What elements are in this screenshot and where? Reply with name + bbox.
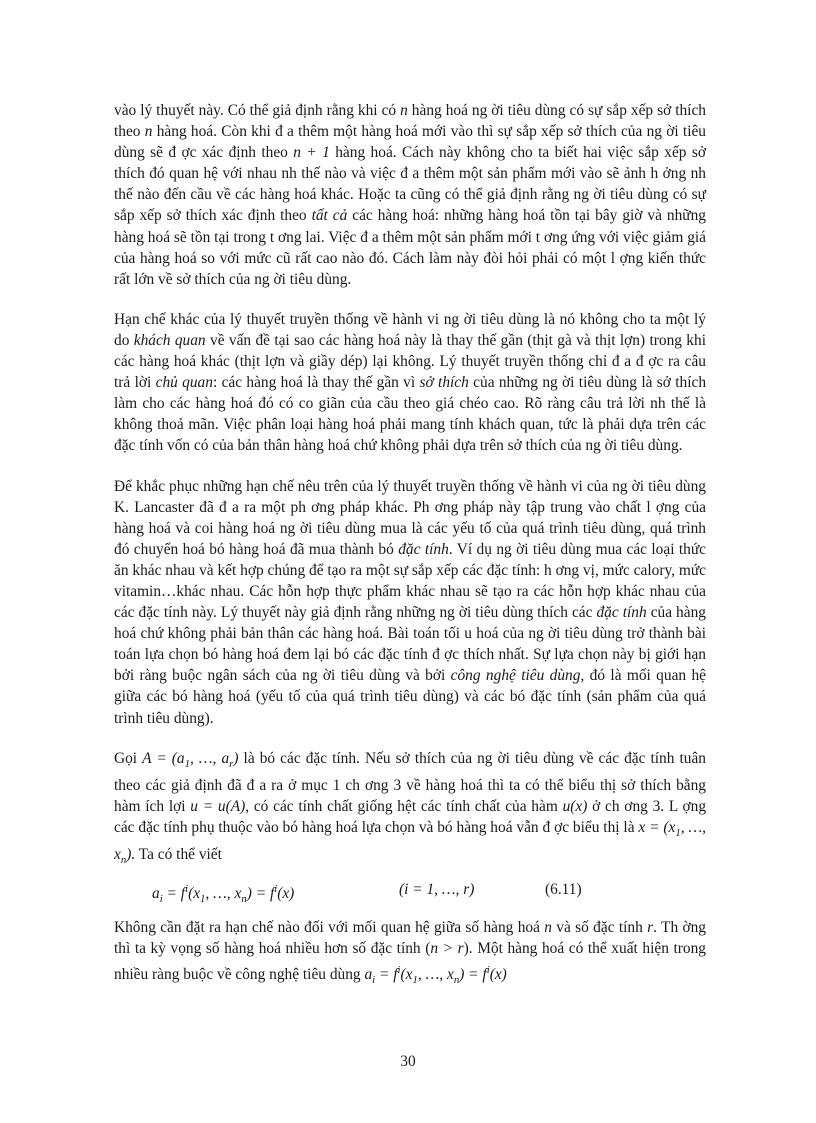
text-segment: và số đặc tính — [551, 919, 648, 937]
text-segment: ). Một hàng hoá có thể xuất hiện trong nhiều ràng buộc về công nghệ tiêu dùng — [114, 940, 706, 983]
text-segment: n — [241, 893, 247, 906]
text-segment: của những ng ời tiêu dùng là sở thích làm cho các hàng hoá đó có co giãn của cầu theo giá chéo cao. Rõ ràng câu trả lời nh thế là không thoả mãn. Việc phân loại hàng hoá phải mang tính khách quan, tức là phải dựa trên các đặc tính vốn có của bản thân hàng hoá chứ không phải dựa trên sở thích của ng ời tiêu dùng. — [114, 374, 707, 455]
text-segment: ở ch ơng 3. L ợng các đặc tính phụ thuộc vào bó hàng hoá lựa chọn và bó hàng hoá vẫn đ ợc biểu thị là — [114, 797, 707, 836]
text-segment: . Th ờng thì ta kỳ vọng số hàng hoá nhiều hơn số đặc tính ( — [114, 919, 706, 958]
text-segment: Để khắc phục những hạn chế nêu trên của lý thuyết truyền thống về hành vi của ng ời tiêu dùng K. Lancaster đã đ a ra một ph ơng pháp khác. Ph ơng pháp này tập trung vào chất l ợng của hàng hoá và coi hàng hoá ng ời tiêu dùng mua là các yếu tố của quá trình tiêu dùng, quá trình đó chuyển hoá bó hàng hoá đã mua thành bó — [114, 477, 706, 558]
text-segment: tất cả — [311, 207, 348, 225]
text-segment: (x — [400, 965, 413, 983]
text-segment: ) — [233, 749, 239, 767]
text-segment: đặc tính — [596, 604, 647, 622]
text-segment: hàng hoá ng ời tiêu dùng có sự sắp xếp sở thích theo — [114, 102, 706, 141]
text-segment: đó là mối quan hệ giữa các bó hàng hoá (yếu tố của quá trình tiêu dùng) và các bó đặc tính (sản phẩm của quá trình tiêu dùng). — [114, 667, 706, 727]
text-segment: là bó các đặc tính. Nếu sở thích của ng ời tiêu dùng về các đặc tính tuân theo các giả định đã đ a ra ở mục 1 ch ơng 3 về hàng hoá thì ta có thể biểu thị sở thích bằng hàm ích lợi — [114, 749, 706, 815]
text-segment: các hàng hoá: những hàng hoá tồn tại bây giờ và những hàng hoá sẽ tồn tại trong t ơng lai. Việc đ a thêm một sản phẩm mới t ơng ứng với việc giảm giá của hàng hoá so với mức cũ rất cao nào đó. Cách làm này đòi hỏi phải có một l ợng kiến thức rất lớn về sở thích của ng ời tiêu dùng. — [114, 207, 706, 288]
text-segment: n — [453, 973, 460, 986]
paragraph-3 — [114, 476, 706, 729]
text-segment: n + 1 — [293, 144, 330, 162]
text-segment: n — [544, 919, 552, 937]
text-segment: khách quan — [133, 331, 206, 349]
text-segment: r — [229, 757, 234, 770]
text-segment: , …, x — [417, 965, 454, 983]
text-segment: (x) — [489, 965, 507, 983]
text-segment: , …, a — [189, 749, 230, 767]
text-segment: đặc tính — [398, 540, 449, 558]
text-segment: ) = f — [246, 885, 275, 903]
text-segment: ). — [126, 846, 136, 864]
text-segment: i — [185, 883, 189, 896]
text-segment: i — [159, 893, 163, 906]
equation-number: (6.11) — [545, 881, 582, 899]
text-segment: = f — [375, 965, 398, 983]
text-segment: Gọi — [114, 749, 143, 767]
text-segment: . Ví dụ ng ời tiêu dùng mua các loại thức ăn khác nhau và kết hợp chúng để tạo ra một sự sắp xếp các đặc tính: h ơng vị, mức calory, mức vitamin…khác nhau. Các hỗn hợp thực phẩm khác nhau sẽ tạo ra các hỗn hợp khác nhau của các đặc tính này. Lý thuyết này giả định rằng những ng ời tiêu dùng thích các — [114, 540, 707, 622]
text-segment: 1 — [675, 827, 681, 840]
text-segment: i — [274, 883, 278, 896]
text-segment: hàng hoá. Còn khi đ a thêm một hàng hoá mới vào thì sự sắp xếp sở thích của ng ời tiêu dùng sẽ đ ợc xác định theo — [114, 123, 706, 162]
text-segment: công nghệ tiêu dùng, — [450, 667, 585, 685]
text-segment: r — [647, 919, 654, 937]
paragraph-2 — [114, 309, 706, 457]
text-segment: n > r — [430, 940, 464, 958]
paragraph-1 — [114, 100, 706, 290]
text-segment: của hàng hoá chứ không phải bản thân các hàng hoá. Bài toán tối u hoá của ng ời tiêu dùng trở thành bài toán lựa chọn bó hàng hoá đem lại bó các đặc tính đ ợc thích nhất. Sự lựa chọn này bị giới hạn bởi ràng buộc ngân sách của ng ời tiêu dùng và bởi — [114, 604, 706, 685]
text-segment: Hạn chế khác của lý thuyết truyền thống về hành vi ng ời tiêu dùng là nó không cho ta một lý do — [114, 310, 706, 349]
text-segment: x = (x — [638, 818, 676, 836]
text-segment: i — [397, 963, 401, 976]
text-segment: 1 — [412, 973, 418, 986]
text-segment: a — [152, 885, 160, 903]
text-segment: Không cần đặt ra hạn chế nào đối với mối quan hệ giữa số hàng hoá — [114, 919, 545, 937]
text-segment: n — [400, 102, 408, 119]
text-segment: sở thích — [419, 374, 469, 392]
text-segment: i — [372, 973, 376, 986]
text-segment: i — [486, 963, 490, 976]
text-segment: (x — [188, 885, 201, 903]
text-segment: = f — [162, 885, 186, 903]
text-segment: vào lý thuyết này. Có thể giả định rằng khi có — [114, 102, 401, 119]
paragraph-4 — [114, 748, 706, 872]
text-segment: n — [144, 123, 153, 141]
text-segment: 1 — [200, 893, 206, 906]
text-segment: (x) — [277, 885, 295, 903]
text-segment: u(x) — [562, 797, 588, 815]
equation-6-11 — [114, 879, 706, 905]
equation-body — [152, 879, 294, 910]
text-segment: về vấn đề tại sao các hàng hoá này là thay thế gần (thịt gà và thịt lợn) trong khi các hàng hoá khác (thịt lợn và giầy dép) lại không. Lý thuyết truyền thống chỉ đ a đ ợc ra câu trả lời — [114, 331, 706, 392]
text-segment: A = (a — [142, 749, 185, 767]
text-segment: ) = f — [459, 965, 487, 983]
text-segment: , có các tính chất giống hệt các tính chất của hàm — [245, 797, 563, 815]
text-segment: n — [120, 854, 127, 867]
equation-condition: (i = 1, …, r) — [399, 881, 475, 899]
paragraph-5 — [114, 917, 706, 990]
text-segment: hàng hoá. Cách này không cho ta biết hai việc sắp xếp sở thích đó quan hệ với nhau nh thế nào và việc đ a thêm một sản phẩm mới vào sẽ ảnh h ởng nh thế nào đến cầu về các hàng hoá khác. Hoặc ta cũng có thể giả định rằng ng ời tiêu dùng có sự sắp xếp sở thích xác định theo — [114, 144, 706, 225]
text-segment: u = u(A) — [190, 797, 246, 815]
text-segment: : các hàng hoá là thay thế gần vì — [212, 374, 420, 392]
text-segment: Ta có thể viết — [135, 846, 222, 864]
text-segment: 1 — [184, 757, 190, 770]
text-segment: chủ quan — [155, 374, 213, 392]
page-number: 30 — [400, 1053, 416, 1070]
text-segment: , …, x — [205, 885, 242, 903]
document-body — [114, 100, 706, 1010]
text-segment: a — [364, 965, 373, 983]
text-segment: , …, x — [114, 818, 706, 864]
